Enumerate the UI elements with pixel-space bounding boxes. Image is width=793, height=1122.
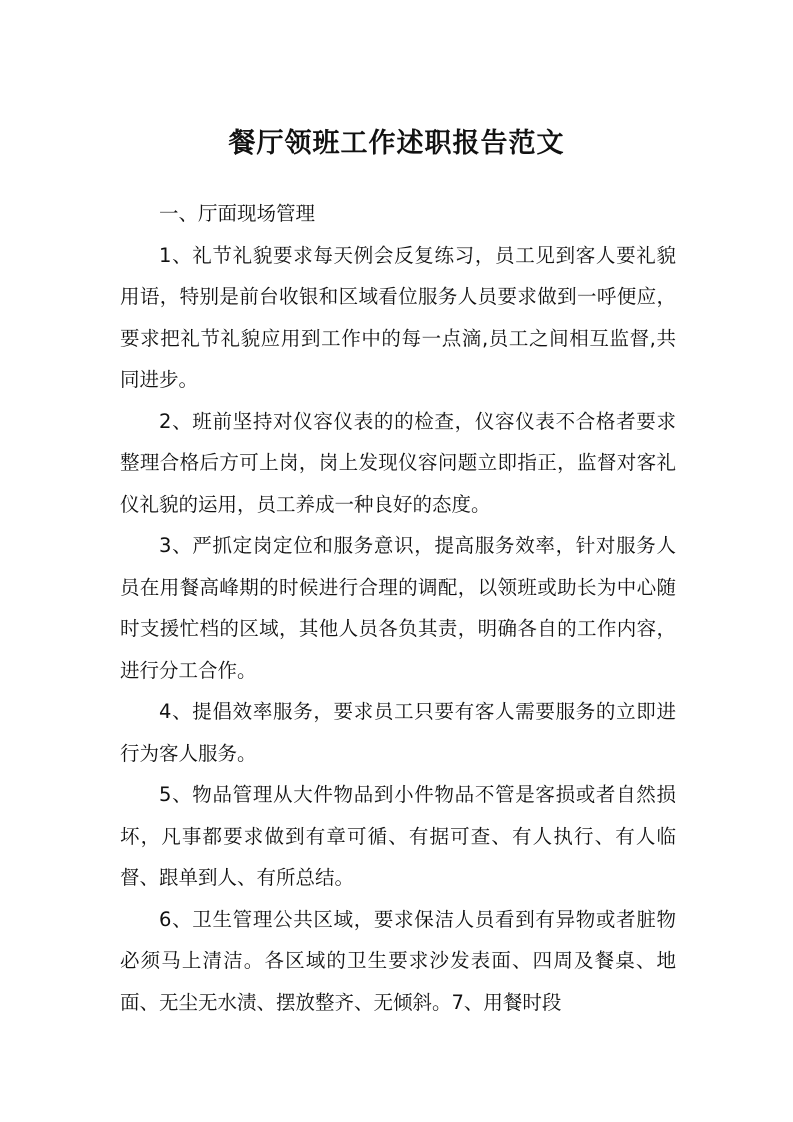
paragraph-2: 2、班前坚持对仪容仪表的的检查，仪容仪表不合格者要求整理合格后方可上岗，岗上发现仪容问题立即指正，监督对客礼仪礼貌的运用，员工养成一种良好的态度。 (120, 409, 676, 516)
paragraph-3: 3、严抓定岗定位和服务意识，提高服务效率，针对服务人员在用餐高峰期的时候进行合理的调配，以领班或助长为中心随时支援忙档的区域，其他人员各负其责，明确各自的工作内容，进行分工合作。 (120, 534, 676, 682)
document-title: 餐厅领班工作述职报告范文 (228, 128, 565, 159)
document-body (120, 193, 676, 1023)
paragraph-1: 1、礼节礼貌要求每天例会反复练习，员工见到客人要礼貌用语，特别是前台收银和区域看位服务人员要求做到一呼便应，要求把礼节礼貌应用到工作中的每一点滴,员工之间相互监督,共同进步。 (120, 243, 676, 391)
paragraph-5: 5、物品管理从大件物品到小件物品不管是客损或者自然损坏，凡事都要求做到有章可循、有据可查、有人执行、有人临督、跟单到人、有所总结。 (120, 783, 676, 889)
section-heading: 一、厅面现场管理 (159, 202, 316, 225)
paragraph-4: 4、提倡效率服务，要求员工只要有客人需要服务的立即进行为客人服务。 (120, 700, 676, 765)
paragraph-6: 6、卫生管理公共区域，要求保洁人员看到有异物或者脏物必须马上清洁。各区域的卫生要求沙发表面、四周及餐桌、地面、无尘无水渍、摆放整齐、无倾斜。7、用餐时段 (120, 907, 676, 1014)
